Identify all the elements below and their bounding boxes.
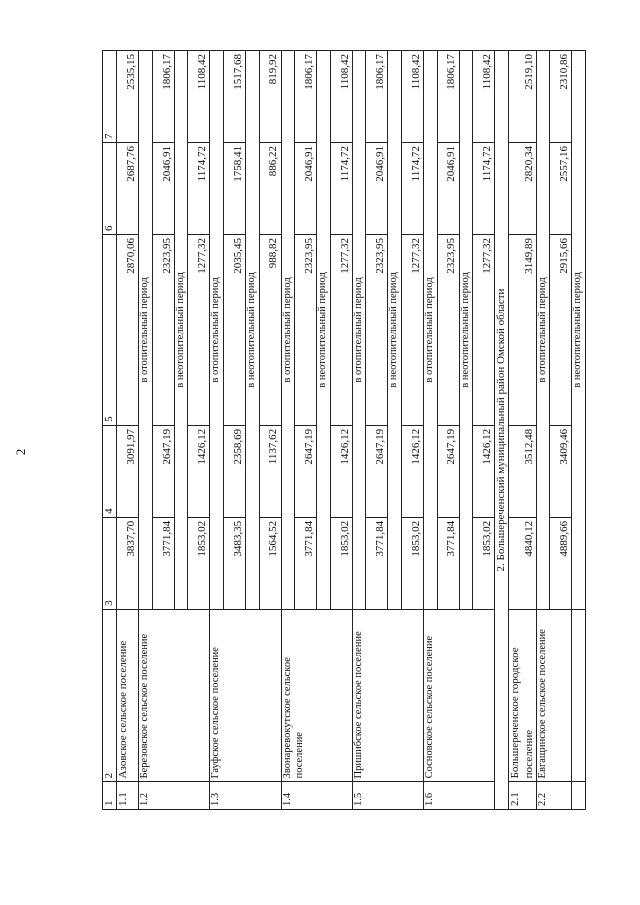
value-cell: 4840,12 bbox=[509, 517, 536, 609]
value-cell: 1426,12 bbox=[330, 425, 352, 517]
value-cell: 3771,84 bbox=[437, 517, 459, 609]
value-cell: 1806,17 bbox=[295, 51, 317, 143]
value-cell: 1174,72 bbox=[473, 143, 495, 235]
value-cell: 1806,17 bbox=[152, 51, 174, 143]
value-cell: 1758,41 bbox=[223, 143, 245, 235]
value-cell: 1277,32 bbox=[330, 235, 352, 426]
empty-cell bbox=[572, 609, 586, 782]
value-cell: 3837,70 bbox=[117, 517, 139, 609]
period-label: в неотопительный период bbox=[245, 51, 259, 610]
tariff-table bbox=[102, 50, 586, 810]
column-header-3: 3 bbox=[103, 517, 117, 609]
value-cell: 1853,02 bbox=[473, 517, 495, 609]
settlement-name: Сосновское сельское поселение bbox=[423, 609, 494, 782]
value-cell: 2046,91 bbox=[366, 143, 388, 235]
period-label: в неотопительный период bbox=[317, 51, 331, 610]
value-cell: 1806,17 bbox=[366, 51, 388, 143]
value-cell: 2647,19 bbox=[152, 425, 174, 517]
page-number: 2 bbox=[13, 448, 28, 456]
value-cell: 3409,46 bbox=[550, 425, 572, 517]
row-number: 1.5 bbox=[352, 782, 423, 810]
value-cell: 1426,12 bbox=[473, 425, 495, 517]
column-header-5: 5 bbox=[103, 235, 117, 426]
period-label: в неотопительный период bbox=[459, 51, 473, 610]
period-heading-row bbox=[536, 51, 550, 810]
value-cell: 2915,66 bbox=[550, 235, 572, 426]
column-header-1: 1 bbox=[103, 782, 117, 810]
column-header-7: 7 bbox=[103, 51, 117, 143]
value-cell: 2535,15 bbox=[117, 51, 139, 143]
settlement-name: Гауфское сельское поселение bbox=[210, 609, 281, 782]
rotated-tariff-table bbox=[102, 50, 584, 810]
settlement-name: Пришибское сельское поселение bbox=[352, 609, 423, 782]
value-cell: 2046,91 bbox=[152, 143, 174, 235]
value-cell: 1426,12 bbox=[188, 425, 210, 517]
row-number: 1.6 bbox=[423, 782, 494, 810]
value-cell: 3149,89 bbox=[509, 235, 536, 426]
period-label: в отопительный период bbox=[281, 51, 295, 610]
value-cell: 4889,66 bbox=[550, 517, 572, 609]
period-label: в отопительный период bbox=[352, 51, 366, 610]
column-header-6: 6 bbox=[103, 143, 117, 235]
period-label: в неотопительный период bbox=[174, 51, 188, 610]
settlement-name: Азовское сельское поселение bbox=[117, 609, 139, 782]
settlement-name: Звонаревокутское сельское поселение bbox=[281, 609, 352, 782]
value-cell: 3771,84 bbox=[366, 517, 388, 609]
value-cell: 2557,16 bbox=[550, 143, 572, 235]
value-cell: 3771,84 bbox=[295, 517, 317, 609]
table-row bbox=[117, 51, 139, 810]
row-number: 1.4 bbox=[281, 782, 352, 810]
value-cell: 1277,32 bbox=[401, 235, 423, 426]
period-heading-row bbox=[572, 51, 586, 810]
value-cell: 886,22 bbox=[259, 143, 281, 235]
value-cell: 1853,02 bbox=[401, 517, 423, 609]
value-cell: 1174,72 bbox=[188, 143, 210, 235]
period-label: в отопительный период bbox=[210, 51, 224, 610]
value-cell: 819,92 bbox=[259, 51, 281, 143]
value-cell: 1853,02 bbox=[188, 517, 210, 609]
value-cell: 2323,95 bbox=[152, 235, 174, 426]
value-cell: 1853,02 bbox=[330, 517, 352, 609]
value-cell: 1564,52 bbox=[259, 517, 281, 609]
period-label: в неотопительный период bbox=[572, 51, 586, 610]
period-heading-row bbox=[139, 51, 153, 810]
row-number: 2.1 bbox=[509, 782, 536, 810]
value-cell: 1108,42 bbox=[188, 51, 210, 143]
period-label: в отопительный период bbox=[139, 51, 153, 610]
value-cell: 2323,95 bbox=[437, 235, 459, 426]
period-heading-row bbox=[281, 51, 295, 810]
section-title: 2. Большереченский муниципальный район Омской области bbox=[495, 51, 509, 810]
value-cell: 3091,97 bbox=[117, 425, 139, 517]
value-cell: 988,82 bbox=[259, 235, 281, 426]
period-heading-row bbox=[210, 51, 224, 810]
row-number: 1.2 bbox=[139, 782, 210, 810]
value-cell: 1108,42 bbox=[473, 51, 495, 143]
value-cell: 2358,69 bbox=[223, 425, 245, 517]
settlement-name: Большереченское городское поселение bbox=[509, 609, 536, 782]
value-cell: 2870,06 bbox=[117, 235, 139, 426]
value-cell: 2647,19 bbox=[366, 425, 388, 517]
value-cell: 1108,42 bbox=[330, 51, 352, 143]
value-cell: 2310,86 bbox=[550, 51, 572, 143]
row-number: 1.3 bbox=[210, 782, 281, 810]
period-label: в неотопительный период bbox=[388, 51, 402, 610]
value-cell: 2046,91 bbox=[437, 143, 459, 235]
section-row bbox=[495, 51, 509, 810]
value-cell: 2647,19 bbox=[295, 425, 317, 517]
period-heading-row bbox=[352, 51, 366, 810]
column-header-2: 2 bbox=[103, 609, 117, 782]
value-cell: 1517,68 bbox=[223, 51, 245, 143]
value-cell: 1426,12 bbox=[401, 425, 423, 517]
value-cell: 2820,34 bbox=[509, 143, 536, 235]
value-cell: 2035,45 bbox=[223, 235, 245, 426]
table-row bbox=[509, 51, 536, 810]
value-cell: 3512,48 bbox=[509, 425, 536, 517]
value-cell: 2046,91 bbox=[295, 143, 317, 235]
value-cell: 2323,95 bbox=[295, 235, 317, 426]
value-cell: 1277,32 bbox=[473, 235, 495, 426]
empty-cell bbox=[572, 782, 586, 810]
column-header-4: 4 bbox=[103, 425, 117, 517]
value-cell: 2647,19 bbox=[437, 425, 459, 517]
value-cell: 3483,35 bbox=[223, 517, 245, 609]
value-cell: 1806,17 bbox=[437, 51, 459, 143]
header-row bbox=[103, 51, 117, 810]
value-cell: 1174,72 bbox=[330, 143, 352, 235]
value-cell: 3771,84 bbox=[152, 517, 174, 609]
settlement-name: Евгащинское сельское поселение bbox=[536, 609, 572, 782]
period-heading-row bbox=[423, 51, 437, 810]
period-label: в отопительный период bbox=[423, 51, 437, 610]
value-cell: 2323,95 bbox=[366, 235, 388, 426]
settlement-name: Березовское сельское поселение bbox=[139, 609, 210, 782]
row-number: 1.1 bbox=[117, 782, 139, 810]
period-label: в отопительный период bbox=[536, 51, 550, 610]
value-cell: 1137,62 bbox=[259, 425, 281, 517]
value-cell: 2687,76 bbox=[117, 143, 139, 235]
value-cell: 2519,10 bbox=[509, 51, 536, 143]
value-cell: 1277,32 bbox=[188, 235, 210, 426]
value-cell: 1108,42 bbox=[401, 51, 423, 143]
value-cell: 1174,72 bbox=[401, 143, 423, 235]
row-number: 2.2 bbox=[536, 782, 572, 810]
